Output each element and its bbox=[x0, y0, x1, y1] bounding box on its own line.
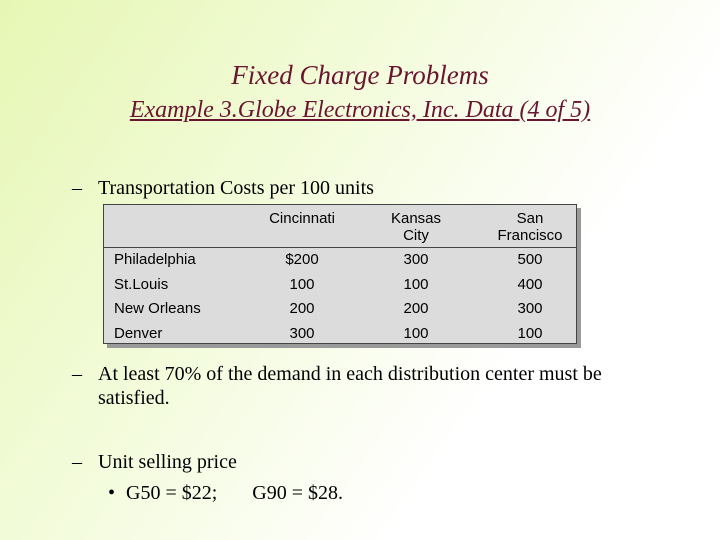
col-header-san-francisco bbox=[480, 210, 580, 244]
table-cell: 300 bbox=[403, 251, 429, 268]
cost-table bbox=[103, 204, 577, 344]
row-label-new-orleans: New Orleans bbox=[114, 300, 201, 317]
sub-bullet-prices bbox=[108, 482, 343, 505]
bullet-dot-marker: • bbox=[108, 482, 116, 504]
bullet-text-line2: satisfied. bbox=[98, 387, 170, 409]
table-cell: 100 bbox=[403, 325, 429, 342]
table-cell: 100 bbox=[517, 325, 543, 342]
row-label-denver: Denver bbox=[114, 325, 163, 342]
row-label-st-louis: St.Louis bbox=[114, 276, 169, 293]
bullet-text: Unit selling price bbox=[98, 451, 237, 473]
table-cell: 200 bbox=[289, 300, 315, 317]
col-header-line: San bbox=[516, 210, 544, 227]
header-divider bbox=[104, 247, 576, 248]
dash-marker: – bbox=[72, 363, 82, 385]
table-cell: 300 bbox=[517, 300, 543, 317]
col-header-line: Francisco bbox=[497, 227, 563, 244]
col-header-cincinnati bbox=[252, 210, 352, 227]
col-header-line: City bbox=[403, 227, 429, 244]
slide-title: Fixed Charge Problems bbox=[231, 60, 489, 90]
table-cell: $200 bbox=[285, 251, 319, 268]
price-g90: G90 = $28. bbox=[252, 482, 344, 504]
table-cell: 500 bbox=[517, 251, 543, 268]
row-label-philadelphia: Philadelphia bbox=[114, 251, 196, 268]
bullet-demand-requirement bbox=[72, 362, 602, 410]
dash-marker: – bbox=[72, 177, 82, 199]
table-cell: 400 bbox=[517, 276, 543, 293]
col-header-line: Kansas bbox=[390, 210, 442, 227]
col-header-line: Cincinnati bbox=[269, 210, 335, 227]
table-cell: 200 bbox=[403, 300, 429, 317]
bullet-text-line1: At least 70% of the demand in each distribution center must be bbox=[98, 363, 602, 385]
price-g50: G50 = $22; bbox=[126, 482, 218, 504]
table-cell: 100 bbox=[289, 276, 315, 293]
table-cell: 100 bbox=[403, 276, 429, 293]
bullet-text: Transportation Costs per 100 units bbox=[98, 177, 374, 199]
col-header-kansas-city bbox=[366, 210, 466, 244]
bullet-unit-price bbox=[72, 450, 237, 474]
table-cell: 300 bbox=[289, 325, 315, 342]
bullet-transport-costs bbox=[72, 176, 374, 200]
slide-subtitle: Example 3.Globe Electronics, Inc. Data (4 of 5) bbox=[129, 97, 591, 123]
dash-marker: – bbox=[72, 451, 82, 473]
